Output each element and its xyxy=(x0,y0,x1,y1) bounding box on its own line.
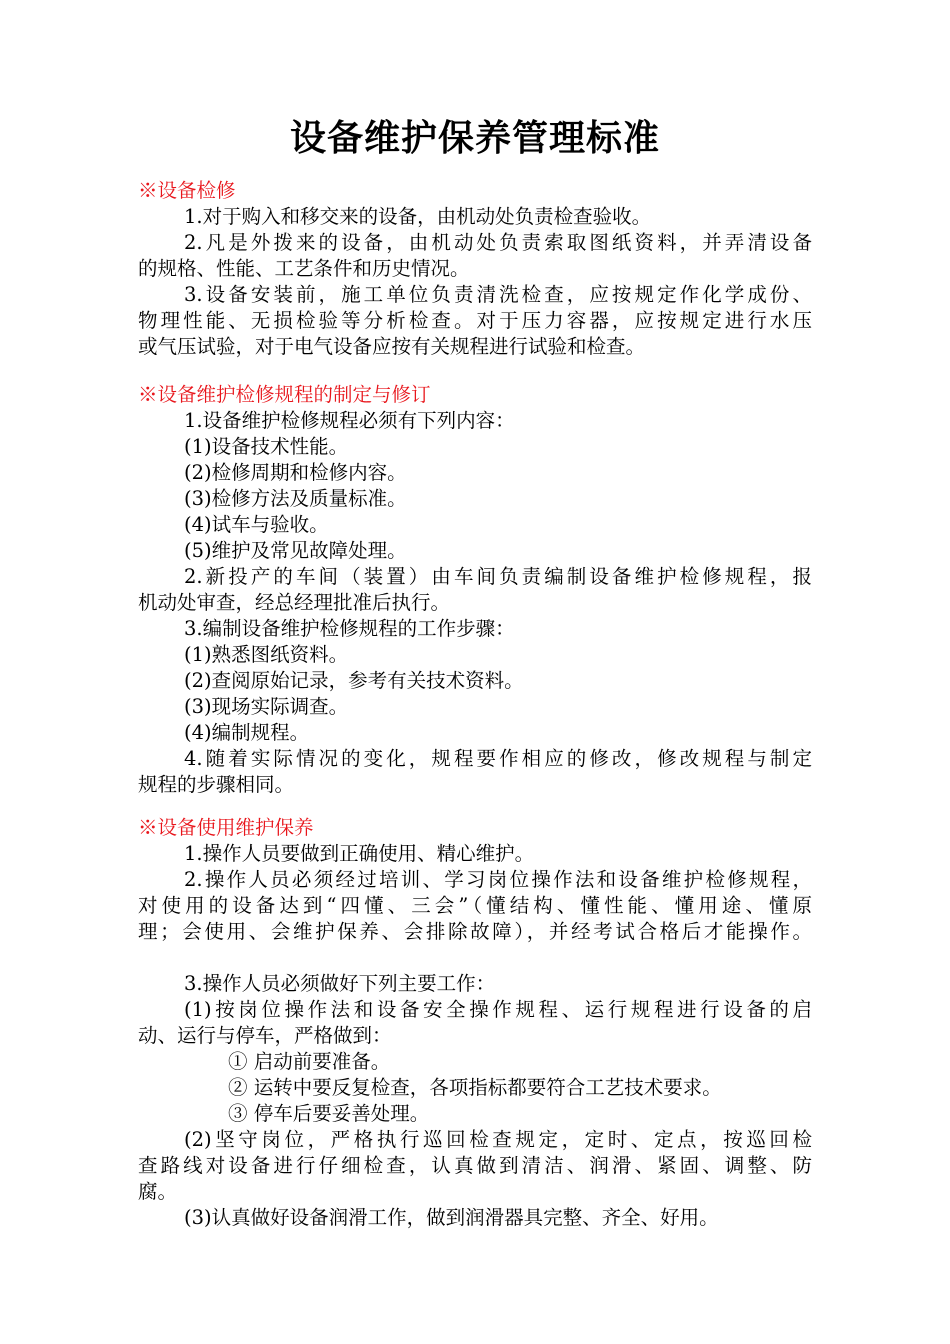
body-text-line: (2)坚守岗位，严格执行巡回检查规定，定时、定点，按巡回检 xyxy=(184,1128,812,1151)
body-text-line: (3)认真做好设备润滑工作，做到润滑器具完整、齐全、好用。 xyxy=(184,1206,719,1229)
body-text-line: (2)检修周期和检修内容。 xyxy=(184,461,407,484)
body-text-line: 1.设备维护检修规程必须有下列内容： xyxy=(184,409,515,432)
body-text-line: 1.对于购入和移交来的设备，由机动处负责检查验收。 xyxy=(184,205,652,228)
body-text-line: (3)现场实际调查。 xyxy=(184,695,349,718)
section-heading: ※设备使用维护保养 xyxy=(138,816,314,839)
body-text-line: (4)试车与验收。 xyxy=(184,513,329,536)
body-text-line: (1)设备技术性能。 xyxy=(184,435,349,458)
body-text-line: 对使用的设备达到“四懂、三会”（懂结构、懂性能、懂用途、懂原 xyxy=(138,894,812,917)
body-text-line: (1)熟悉图纸资料。 xyxy=(184,643,349,666)
section-heading: ※设备维护检修规程的制定与修订 xyxy=(138,383,431,406)
body-text-line: 4.随着实际情况的变化，规程要作相应的修改，修改规程与制定 xyxy=(184,747,812,770)
body-text-line: 动、运行与停车，严格做到： xyxy=(138,1024,392,1047)
body-text-line: 规程的步骤相同。 xyxy=(138,773,295,796)
body-text-line: 的规格、性能、工艺条件和历史情况。 xyxy=(138,257,470,280)
body-text-line: 物理性能、无损检验等分析检查。对于压力容器，应按规定进行水压 xyxy=(138,309,812,332)
document-title: 设备维护保养管理标准 xyxy=(289,118,660,159)
body-text-line: ① 启动前要准备。 xyxy=(228,1050,391,1073)
body-text-line: 3.编制设备维护检修规程的工作步骤： xyxy=(184,617,515,640)
body-text-line: 1.操作人员要做到正确使用、精心维护。 xyxy=(184,842,535,865)
body-text-line: 查路线对设备进行仔细检查，认真做到清洁、润滑、紧固、调整、防 xyxy=(138,1154,812,1177)
body-text-line: 2.凡是外拨来的设备，由机动处负责索取图纸资料，并弄清设备 xyxy=(184,231,812,254)
body-text-line: 3.设备安装前，施工单位负责清洗检查，应按规定作化学成份、 xyxy=(184,283,812,306)
body-text-line: (5)维护及常见故障处理。 xyxy=(184,539,407,562)
body-text-line: 3.操作人员必须做好下列主要工作： xyxy=(184,972,496,995)
body-text-line: (1)按岗位操作法和设备安全操作规程、运行规程进行设备的启 xyxy=(184,998,812,1021)
body-text-line: 机动处审查，经总经理批准后执行。 xyxy=(138,591,451,614)
body-text-line: 2.操作人员必须经过培训、学习岗位操作法和设备维护检修规程， xyxy=(184,868,812,891)
body-text-line: ③ 停车后要妥善处理。 xyxy=(228,1102,430,1125)
body-text-line: (2)查阅原始记录，参考有关技术资料。 xyxy=(184,669,524,692)
body-text-line: (4)编制规程。 xyxy=(184,721,310,744)
body-text-line: 2.新投产的车间（装置）由车间负责编制设备维护检修规程，报 xyxy=(184,565,812,588)
body-text-line: (3)检修方法及质量标准。 xyxy=(184,487,407,510)
body-text-line: 腐。 xyxy=(138,1180,178,1203)
section-heading: ※设备检修 xyxy=(138,179,236,202)
body-text-line: 或气压试验，对于电气设备应按有关规程进行试验和检查。 xyxy=(138,335,646,358)
body-text-line: 理；会使用、会维护保养、会排除故障），并经考试合格后才能操作。 xyxy=(138,920,812,943)
body-text-line: ② 运转中要反复检查，各项指标都要符合工艺技术要求。 xyxy=(228,1076,722,1099)
